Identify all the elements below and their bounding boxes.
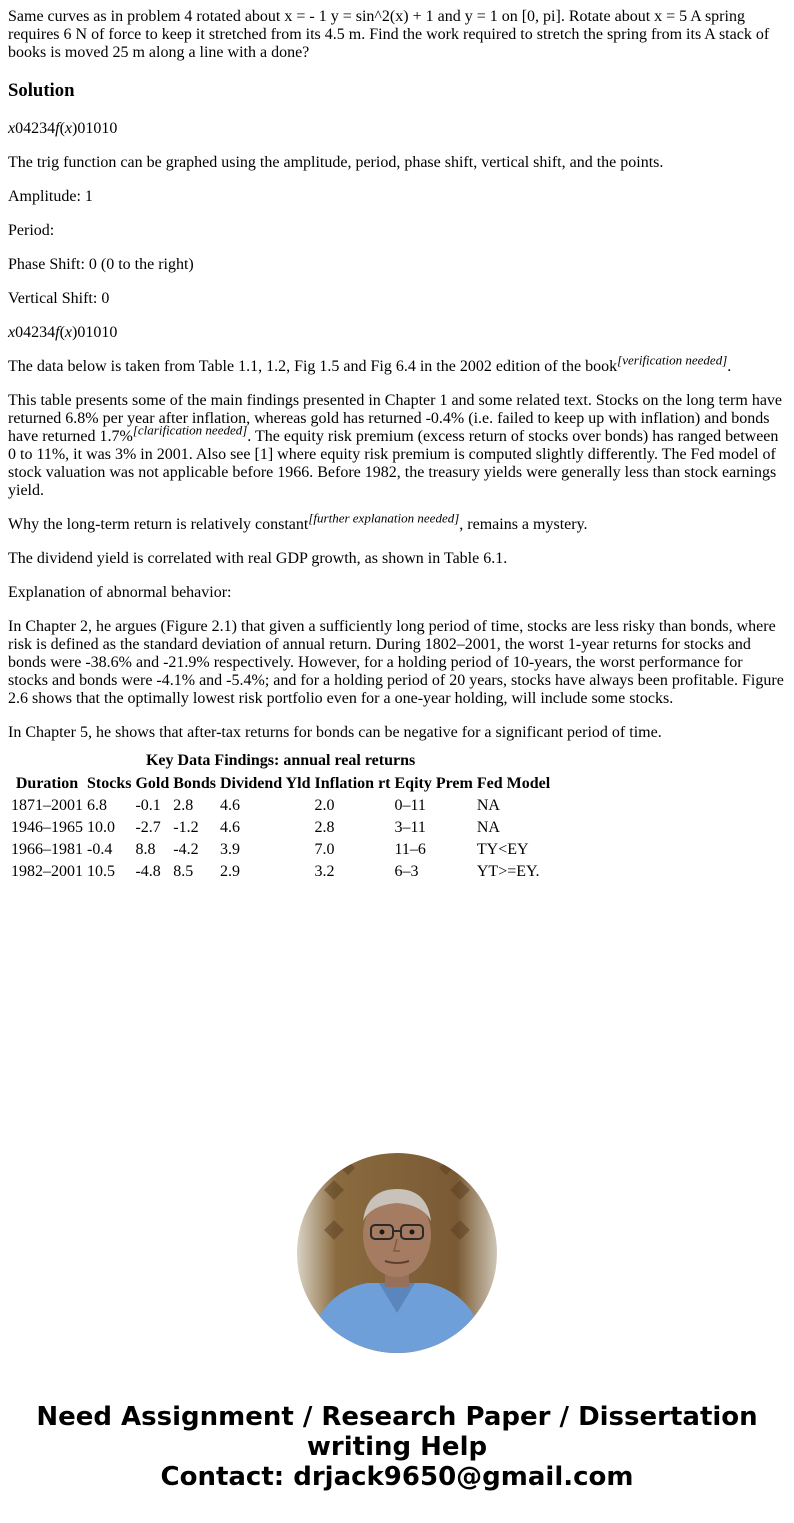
header-stocks: Stocks <box>87 775 132 792</box>
table-cell: -0.1 <box>135 797 161 814</box>
table-cell: 4.6 <box>219 819 240 836</box>
math-paren: ) <box>72 120 78 137</box>
table-cell: 1966–1981 <box>11 841 83 858</box>
table-cell: -4.2 <box>173 841 199 858</box>
data-source-paragraph <box>8 352 786 376</box>
header-inflation-rt: Inflation rt <box>314 775 391 792</box>
solution-heading: Solution <box>8 80 75 101</box>
chapter5-paragraph: In Chapter 5, he shows that after-tax returns for bonds can be negative for a significant period of time. <box>8 724 662 741</box>
table-cell: 10.0 <box>87 819 115 836</box>
table-cell: 6–3 <box>394 863 419 880</box>
math-row-2 <box>8 324 786 342</box>
math-values: 04234 <box>15 120 56 137</box>
clarification-note[interactable]: [clarification needed] <box>132 422 248 438</box>
table-cell: -2.7 <box>135 819 161 836</box>
table-cell: -4.8 <box>135 863 161 880</box>
table-cell: YT>=EY. <box>476 863 540 880</box>
chapter2-paragraph: In Chapter 2, he argues (Figure 2.1) that given a sufficiently long period of time, stocks are less risky than bonds, where risk is defined as the standard deviation of annual return. During 1802–2001, the worst 1-year returns for stocks and bonds were -38.6% and -21.9% respectively. However, for a holding period of 10-years, the worst performance for stocks and bonds were -4.1% and -5.4%; and for a holding period of 20 years, stocks have always been profitable. Figure 2.6 shows that the optimally lowest risk portfolio even for a one-year holding, will include some stocks. <box>8 618 784 707</box>
table-cell: TY<EY <box>476 841 529 858</box>
math-paren: ( <box>59 324 65 341</box>
table-cell: -1.2 <box>173 819 199 836</box>
author-photo <box>297 1153 497 1353</box>
table-cell: 3–11 <box>394 819 426 836</box>
dividend-paragraph: The dividend yield is correlated with real GDP growth, as shown in Table 6.1. <box>8 550 508 567</box>
header-eqity-prem: Eqity Prem <box>394 775 473 792</box>
help-banner <box>0 1402 794 1492</box>
math-values: 01010 <box>77 120 118 137</box>
abnormal-paragraph: Explanation of abnormal behavior: <box>8 584 232 601</box>
mystery-paragraph <box>8 510 786 534</box>
header-dividend-yld: Dividend Yld <box>219 775 311 792</box>
math-row-1 <box>8 120 786 138</box>
math-paren: ( <box>59 120 65 137</box>
table-cell: 11–6 <box>394 841 426 858</box>
table-cell: 1871–2001 <box>11 797 83 814</box>
table-caption: Key Data Findings: annual real returns <box>145 752 416 769</box>
trig-intro: The trig function can be graphed using the amplitude, period, phase shift, vertical shift, and the points. <box>8 154 664 171</box>
table-cell: 2.0 <box>314 797 335 814</box>
table-cell: 10.5 <box>87 863 115 880</box>
paragraph-text: , remains a mystery. <box>459 516 588 533</box>
table-cell: 2.8 <box>314 819 335 836</box>
math-var-x: x <box>8 324 16 341</box>
table-row <box>10 862 551 882</box>
table-cell: -0.4 <box>87 841 113 858</box>
key-data-table <box>8 752 553 884</box>
math-values: 01010 <box>77 324 118 341</box>
table-cell: 2.8 <box>173 797 194 814</box>
banner-contact-email[interactable]: Contact: drjack9650@gmail.com <box>160 1462 634 1492</box>
phase-shift-line: Phase Shift: 0 (0 to the right) <box>8 256 194 273</box>
paragraph-text: This table presents some of the main findings presented in Chapter 1 and some related text. Stocks on the long term have returned 6.8% per year after inflation, whereas gold has returned -0.4% (i.e. failed to keep up with inflation) and bonds have returned 1.7% <box>8 392 783 445</box>
math-values: 04234 <box>15 324 56 341</box>
table-row <box>10 818 551 838</box>
table-cell: 3.2 <box>314 863 335 880</box>
paragraph-text: . The equity risk premium (excess return of stocks over bonds) has ranged between 0 to 11%, it was 3% in 2001. Also see [1] where equity risk premium is computed slightly differently. The Fed model of stock valuation was not applicable before 1966. Before 1982, the treasury yields were generally less than stock earnings yield. <box>8 428 779 499</box>
vertical-shift-line: Vertical Shift: 0 <box>8 290 110 307</box>
table-cell: 6.8 <box>87 797 107 814</box>
header-duration: Duration <box>15 775 79 792</box>
table-cell: NA <box>476 819 500 836</box>
amplitude-line: Amplitude: 1 <box>8 188 93 205</box>
portrait-image <box>297 1153 497 1353</box>
table-row <box>10 796 551 816</box>
table-cell: 2.9 <box>219 863 240 880</box>
table-cell: 8.8 <box>135 841 156 858</box>
table-cell: 1946–1965 <box>11 819 83 836</box>
table-cell: 7.0 <box>314 841 335 858</box>
table-cell: NA <box>476 797 500 814</box>
paragraph-text: Why the long-term return is relatively constant <box>8 516 309 533</box>
question-text: Same curves as in problem 4 rotated about x = - 1 y = sin^2(x) + 1 and y = 1 on [0, pi]. Rotate about x = 5 A spring requires 6 N of force to keep it stretched from its 4.5 m. Find the work required to stretch the spring from its A stack of books is moved 25 m along a line with a done? <box>8 8 770 61</box>
math-paren: ) <box>72 324 78 341</box>
table-row <box>10 840 551 860</box>
paragraph-text: The data below is taken from Table 1.1, 1.2, Fig 1.5 and Fig 6.4 in the 2002 edition of the book <box>8 358 618 375</box>
verification-note[interactable]: [verification needed] <box>617 352 728 368</box>
table-cell: 4.6 <box>219 797 240 814</box>
table-cell: 0–11 <box>394 797 426 814</box>
banner-line-2: writing Help <box>306 1432 488 1462</box>
table-cell: 3.9 <box>219 841 240 858</box>
table-intro-paragraph <box>8 392 786 500</box>
table-header-row <box>10 774 551 794</box>
table-cell: 8.5 <box>173 863 194 880</box>
header-gold: Gold <box>135 775 170 792</box>
period-line: Period: <box>8 222 55 239</box>
header-bonds: Bonds <box>173 775 216 792</box>
math-func-f: f <box>55 120 60 137</box>
math-func-f: f <box>55 324 60 341</box>
math-var-x: x <box>64 120 72 137</box>
further-explanation-note[interactable]: [further explanation needed] <box>308 510 460 526</box>
banner-line-1: Need Assignment / Research Paper / Dissertation <box>36 1402 758 1432</box>
paragraph-text: . <box>727 358 732 375</box>
header-fed-model: Fed Model <box>476 775 551 792</box>
math-var-x: x <box>64 324 72 341</box>
table-cell: 1982–2001 <box>11 863 83 880</box>
math-var-x: x <box>8 120 16 137</box>
